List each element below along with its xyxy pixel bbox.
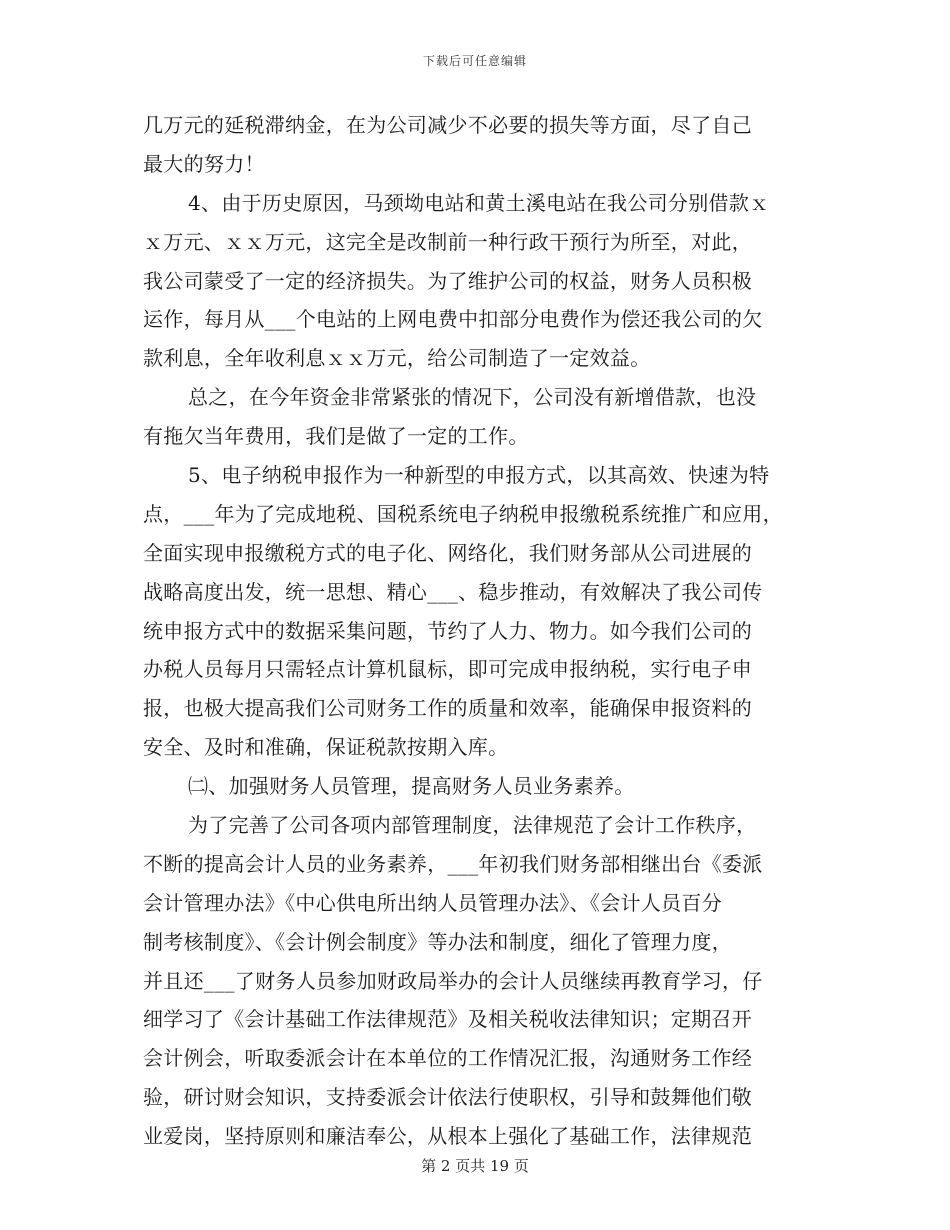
text-line: 几万元的延税滞纳金，在为公司减少不必要的损失等方面，尽了自己 [143, 113, 752, 137]
text-line: 验，研讨财会知识，支持委派会计依法行使职权，引导和鼓舞他们敬 [143, 1085, 752, 1110]
section-heading-line: ㈡、加强财务人员管理，提高财务人员业务素养。 [188, 774, 635, 799]
text-line: 战略高度出发，统一思想、精心___、稳步推动，有效解决了我公司传 [143, 579, 763, 604]
page-number-footer: 第 2 页共 19 页 [421, 1157, 529, 1175]
text-line: 会计管理办法》《中心供电所出纳人员管理办法》、《会计人员百分 [143, 890, 722, 915]
paragraph-start-line: 4、由于历史原因，马颈坳电站和黄土溪电站在我公司分别借款ｘ [188, 190, 770, 215]
text-line: 我公司蒙受了一定的经济损失。为了维护公司的权益，财务人员积极 [143, 268, 752, 293]
text-line: 点，___年为了完成地税、国税系统电子纳税申报缴税系统推广和应用， [143, 501, 783, 526]
text-line: 细学习了《会计基础工作法律规范》及相关税收法律知识；定期召开 [143, 1007, 752, 1032]
text-line: 全面实现申报缴税方式的电子化、网络化，我们财务部从公司进展的 [143, 540, 752, 565]
text-line: 办税人员每月只需轻点计算机鼠标，即可完成申报纳税，实行电子申 [143, 657, 752, 682]
paragraph-start-line: 总之，在今年资金非常紧张的情况下，公司没有新增借款，也没 [188, 385, 757, 410]
text-line: 有拖欠当年费用，我们是做了一定的工作。 [143, 424, 529, 449]
paragraph-start-line: 5、电子纳税申报作为一种新型的申报方式，以其高效、快速为特 [188, 463, 770, 488]
paragraph-start-line: 为了完善了公司各项内部管理制度，法律规范了会计工作秩序， [188, 813, 757, 838]
text-line: 会计例会，听取委派会计在本单位的工作情况汇报，沟通财务工作经 [143, 1046, 752, 1071]
page-header: 下载后可任意编辑 [422, 54, 527, 68]
text-line: 安全、及时和准确，保证税款按期入库。 [143, 735, 509, 760]
document-body [143, 106, 807, 1156]
text-line: 并且还___了财务人员参加财政局举办的会计人员继续再教育学习，仔 [143, 968, 763, 993]
text-line: 统申报方式中的数据采集问题，节约了人力、物力。如今我们公司的 [143, 618, 752, 643]
text-line: 报，也极大提高我们公司财务工作的质量和效率，能确保申报资料的 [143, 696, 752, 721]
text-line: 款利息，全年收利息ｘｘ万元，给公司制造了一定效益。 [143, 346, 651, 371]
text-line: 不断的提高会计人员的业务素养，___年初我们财务部相继出台《委派 [143, 851, 763, 876]
text-line: 业爱岗，坚持原则和廉洁奉公，从根本上强化了基础工作，法律规范 [143, 1124, 752, 1149]
text-line: 运作，每月从___个电站的上网电费中扣部分电费作为偿还我公司的欠 [143, 307, 763, 332]
text-line: 制考核制度》、《会计例会制度》等办法和制度，细化了管理力度， [143, 929, 732, 954]
text-line: ｘ万元、ｘｘ万元，这完全是改制前一种行政干预行为所至，对此， [143, 229, 752, 254]
text-line: 最大的努力！ [143, 151, 265, 176]
